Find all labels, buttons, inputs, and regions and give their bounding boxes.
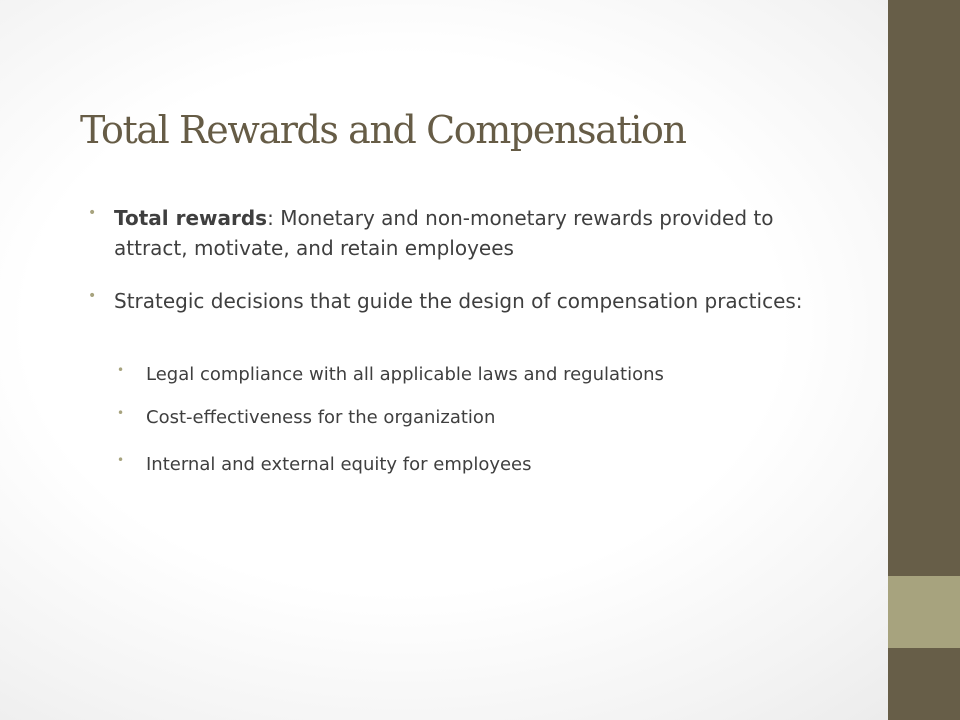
sub-bullet-text: Legal compliance with all applicable laws and regulations — [146, 364, 664, 385]
bullet-strategic-decisions — [88, 286, 844, 316]
sub-bullet-legal-compliance — [117, 361, 846, 388]
bullet-dot-icon: • — [88, 288, 97, 304]
bullet-dot-icon: • — [88, 205, 97, 221]
bullet-text: Strategic decisions that guide the design of compensation practices: — [114, 289, 803, 313]
bullet-dot-icon: • — [117, 453, 125, 467]
sub-bullet-equity — [117, 451, 846, 478]
bullet-total-rewards — [88, 203, 844, 263]
sub-bullet-text: Cost-effectiveness for the organization — [146, 407, 496, 428]
bullet-dot-icon: • — [117, 363, 125, 377]
sub-bullet-cost-effectiveness — [117, 404, 846, 431]
bullet-term: Total rewards — [114, 206, 268, 230]
bullet-dot-icon: • — [117, 406, 125, 420]
sub-bullet-text: Internal and external equity for employees — [146, 454, 532, 475]
slide-title: Total Rewards and Compensation — [80, 108, 686, 152]
side-accent-block — [888, 576, 960, 648]
bullet-definition: : Monetary and non-monetary rewards provided to attract, motivate, and retain employees — [114, 206, 774, 260]
